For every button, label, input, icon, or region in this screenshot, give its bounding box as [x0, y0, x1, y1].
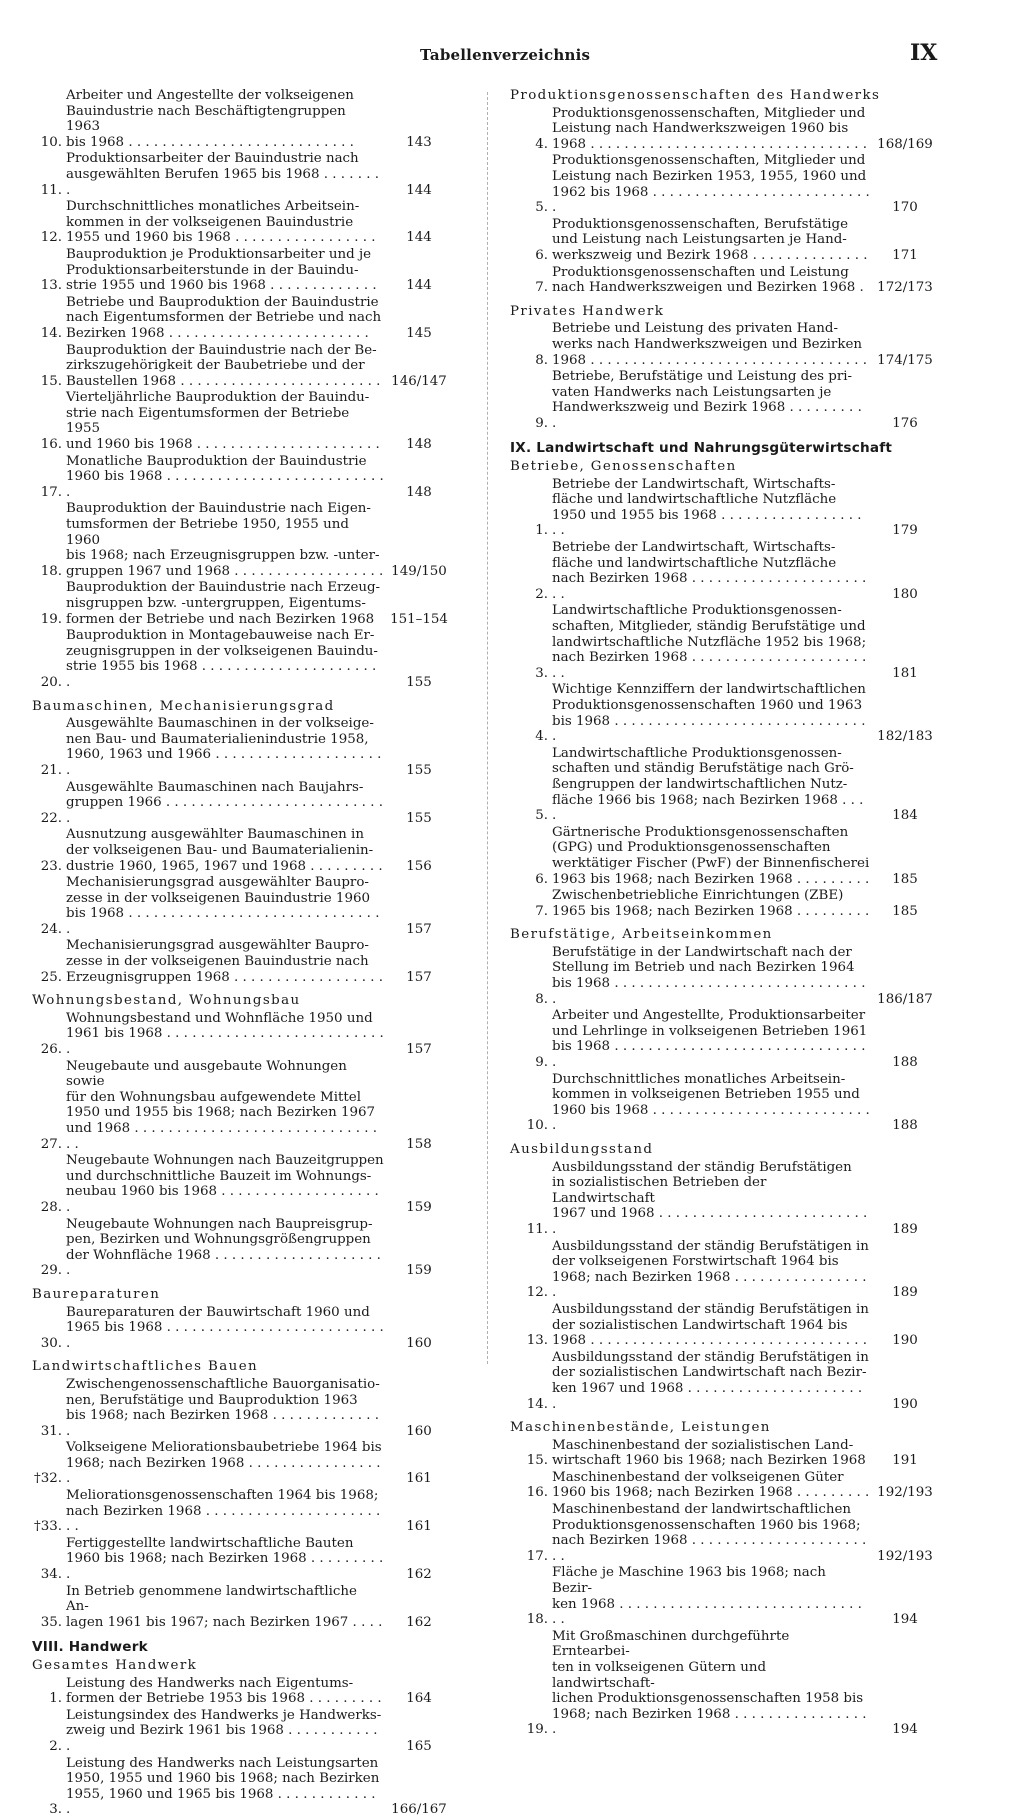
entry-page: 176 [892, 415, 918, 431]
entry-number: 2. [535, 586, 548, 602]
entry-number: 18. [526, 1612, 548, 1628]
toc-entry [510, 540, 950, 602]
page-number: IX [910, 40, 938, 66]
entry-title: Leistungsindex des Handwerks je Handwerks- zweig und Bezirk 1961 bis 1968 . . . . . . . . . . . . [66, 1707, 382, 1754]
entry-number: 22. [40, 810, 62, 826]
entry-title: Fläche je Maschine 1963 bis 1968; nach Bezir- ken 1968 . . . . . . . . . . . . . . . . . . . . . . . . . . . . . . . [552, 1565, 862, 1628]
toc-entry [32, 1377, 452, 1439]
entry-title: Maschinenbestand der volkseigenen Güter 1960 bis 1968; nach Bezirken 1968 . . . . . . . . . [552, 1469, 870, 1501]
toc-entry [32, 628, 452, 690]
toc-entry [510, 746, 950, 824]
toc-entry [510, 825, 950, 887]
entry-title: Wohnungsbestand und Wohnfläche 1950 und 1961 bis 1968 . . . . . . . . . . . . . . . . . . . . . . . . . . . [66, 1010, 384, 1058]
entry-title: Ausbildungsstand der ständig Berufstätigen in sozialistischen Betrieben der Landwirtschaft 1967 und 1968 . . . . . . . . . . . . . . . . . . . . . . . . . . [552, 1159, 868, 1237]
entry-page: 184 [892, 808, 918, 824]
entry-page: 155 [406, 810, 432, 826]
entry-page: 172/173 [877, 280, 933, 296]
entry-title: Monatliche Bauproduktion der Bauindustrie 1960 bis 1968 . . . . . . . . . . . . . . . . . . . . . . . . . . . [66, 453, 384, 500]
entry-page: 189 [892, 1221, 918, 1237]
entry-number: 3. [535, 665, 548, 681]
entry-number: 1. [49, 1691, 62, 1707]
entry-number: 9. [535, 1055, 548, 1071]
entry-number: 28. [40, 1199, 62, 1215]
column-divider [487, 92, 488, 1364]
entry-title: Produktionsgenossenschaften, Mitglieder und Leistung nach Bezirken 1953, 1955, 1960 und 1962 bis 1968 . . . . . . . . . . . . . . . . . . . . . . . . . . . [552, 153, 870, 216]
entry-title: Leistung des Handwerks nach Leistungsarten 1950, 1955 und 1960 bis 1968; nach Bezirken 1955, 1960 und 1965 bis 1968 . . . . . . . . . . . . . [66, 1755, 380, 1818]
entry-title: Fertiggestellte landwirtschaftliche Bauten 1960 bis 1968; nach Bezirken 1968 . . . . . . . . . . [66, 1535, 384, 1583]
entry-number: 5. [535, 808, 548, 824]
entry-page: 170 [892, 200, 918, 216]
toc-entry [510, 477, 950, 539]
entry-number: 19. [526, 1722, 548, 1738]
entry-page: 160 [406, 1335, 432, 1351]
entry-page: 161 [406, 1519, 432, 1535]
entry-page: 155 [406, 674, 432, 690]
entry-title: In Betrieb genommene landwirtschaftliche An- lagen 1961 bis 1967; nach Bezirken 1967 . . . . [66, 1583, 383, 1630]
entry-number: 26. [40, 1042, 62, 1058]
entry-page: 194 [892, 1722, 918, 1738]
entry-title: Bauproduktion in Montagebauweise nach Er- zeugnisgruppen in der volkseigenen Bauindu- strie 1955 bis 1968 . . . . . . . . . . . . . . . . . . . . . . [66, 628, 378, 690]
toc-entry [510, 1470, 950, 1501]
toc-entry [32, 1488, 452, 1535]
entry-title: Maschinenbestand der landwirtschaftlichen Produktionsgenossenschaften 1960 bis 1968; nach Bezirken 1968 . . . . . . . . . . . . . . . . . . . . . . . [552, 1502, 867, 1564]
entry-number: 10. [40, 134, 62, 150]
entry-number: 34. [40, 1567, 62, 1583]
right-column [510, 88, 950, 1739]
toc-entry [32, 1676, 452, 1707]
entry-page: 155 [406, 762, 432, 778]
entry-page: 148 [406, 484, 432, 500]
toc-entry [32, 454, 452, 501]
entry-page: 185 [892, 903, 918, 919]
entry-number: 31. [40, 1423, 62, 1439]
toc-entry [32, 88, 452, 150]
entry-page: 162 [406, 1567, 432, 1583]
entry-page: 160 [406, 1423, 432, 1439]
entry-number: 12. [526, 1285, 548, 1301]
toc-entry [510, 1502, 950, 1564]
entry-page: 180 [892, 586, 918, 602]
toc-entry [32, 1708, 452, 1755]
section-heading: Baureparaturen [32, 1286, 161, 1302]
entry-page: 171 [892, 247, 918, 263]
entry-page: 158 [406, 1136, 432, 1152]
entry-page: 191 [892, 1453, 918, 1469]
entry-page: 168/169 [877, 136, 933, 152]
entry-number: 8. [535, 352, 548, 368]
toc-entry [32, 501, 452, 579]
toc-entry [32, 247, 452, 294]
entry-title: Vierteljährliche Bauproduktion der Bauindu- strie nach Eigentumsformen der Betriebe 1955 und 1960 bis 1968 . . . . . . . . . . . . . . . . . . . . . . [66, 390, 380, 453]
entry-title: Zwischengenossenschaftliche Bauorganisatio- nen, Berufstätige und Bauproduktion 1963 bis 1968; nach Bezirken 1968 . . . . . . . . . . . . . . [66, 1376, 380, 1439]
entry-page: 159 [406, 1263, 432, 1279]
entry-number: 11. [526, 1221, 548, 1237]
entry-title: Landwirtschaftliche Produktionsgenossen- schaften, Mitglieder, ständig Berufstätige und landwirtschaftliche Nutzfläche 1952 bis 1968; nach Bezirken 1968 . . . . . . . . . . . . . . . . . . . . . . . [552, 603, 867, 681]
entry-number: 29. [40, 1263, 62, 1279]
entry-title: Meliorationsgenossenschaften 1964 bis 1968; nach Bezirken 1968 . . . . . . . . . . . . . . . . . . . . . . . [66, 1488, 381, 1535]
entry-title: Neugebaute Wohnungen nach Baupreisgrup- pen, Bezirken und Wohnungsgrößengruppen der Wohnfläche 1968 . . . . . . . . . . . . . . . . . . . . . [66, 1216, 381, 1279]
entry-title: Arbeiter und Angestellte, Produktionsarbeiter und Lehrlinge in volkseigenen Betrieben 1961 bis 1968 . . . . . . . . . . . . . . . . . . . . . . . . . . . . . . . [552, 1008, 868, 1071]
entry-page: 146/147 [391, 373, 447, 389]
section-heading: Produktionsgenossenschaften des Handwerks [510, 88, 881, 103]
entry-page: 144 [406, 182, 432, 198]
section-heading: Ausbildungsstand [510, 1142, 654, 1157]
toc-entry [510, 1072, 950, 1134]
entry-title: Produktionsgenossenschaften, Berufstätige und Leistung nach Leistungsarten je Hand- werkszweig und Bezirk 1968 . . . . . . . . . . . . . . [552, 216, 868, 263]
entry-title: Ausgewählte Baumaschinen in der volkseige- nen Bau- und Baumaterialienindustrie 1958, 1960, 1963 und 1966 . . . . . . . . . . . . . . . . . . . . . [66, 716, 382, 778]
toc-entry [510, 369, 950, 431]
entry-title: Produktionsgenossenschaften und Leistung nach Handwerkszweigen und Bezirken 1968 . [552, 264, 864, 296]
entry-page: 190 [892, 1396, 918, 1412]
entry-number: 3. [49, 1802, 62, 1818]
entry-page: 165 [406, 1738, 432, 1754]
entry-page: 190 [892, 1333, 918, 1349]
toc-entry [32, 938, 452, 985]
entry-number: 20. [40, 674, 62, 690]
entry-title: Bauproduktion der Bauindustrie nach Eigen- tumsformen der Betriebe 1950, 1955 und 1960 bis 1968; nach Erzeugnisgruppen bzw. -unter- gruppen 1967 und 1968 . . . . . . . . . . . . . . . . . . [66, 501, 384, 579]
entry-number: 2. [49, 1738, 62, 1754]
entry-number: 16. [40, 437, 62, 453]
entry-title: Ausbildungsstand der ständig Berufstätigen in der sozialistischen Landwirtschaft 1964 bis 1968 . . . . . . . . . . . . . . . . . . . . . . . . . . . . . . . . . [552, 1301, 869, 1349]
entry-number: 17. [40, 484, 62, 500]
entry-title: Betriebe der Landwirtschaft, Wirtschafts- fläche und landwirtschaftliche Nutzfläche 1950 und 1955 bis 1968 . . . . . . . . . . . . . . . . . . . [552, 476, 862, 539]
entry-title: Berufstätige in der Landwirtschaft nach der Stellung im Betrieb und nach Bezirken 1964 bis 1968 . . . . . . . . . . . . . . . . . . . . . . . . . . . . . . . [552, 944, 866, 1007]
entry-page: 144 [406, 230, 432, 246]
entry-title: Neugebaute und ausgebaute Wohnungen sowie für den Wohnungsbau aufgewendete Mittel 1950 und 1955 bis 1968; nach Bezirken 1967 und 1968 . . . . . . . . . . . . . . . . . . . . . . . . . . . . . . . [66, 1058, 378, 1152]
entry-title: Bauproduktion je Produktionsarbeiter und je Produktionsarbeiterstunde in der Bauindu- strie 1955 und 1960 bis 1968 . . . . . . . . . . . . . [66, 246, 377, 294]
entry-number: 16. [526, 1485, 548, 1501]
entry-number: 4. [535, 729, 548, 745]
entry-title: Ausgewählte Baumaschinen nach Baujahrs- gruppen 1966 . . . . . . . . . . . . . . . . . . . . . . . . . . . [66, 779, 383, 826]
entry-title: Gärtnerische Produktionsgenossenschaften (GPG) und Produktionsgenossenschaften werktätiger Fischer (PwF) der Binnenfischerei 1963 bis 1968; nach Bezirken 1968 . . . . . . . . . [552, 824, 870, 887]
entry-number: 15. [526, 1453, 548, 1469]
entry-title: Mechanisierungsgrad ausgewählter Baupro- zesse in der volkseigenen Bauindustrie 1960 bis 1968 . . . . . . . . . . . . . . . . . . . . . . . . . . . . . . . [66, 875, 380, 937]
section-heading: Berufstätige, Arbeitseinkommen [510, 927, 773, 943]
entry-title: Produktionsarbeiter der Bauindustrie nach ausgewählten Berufen 1965 bis 1968 . . . . . . . . [66, 151, 380, 198]
entry-title: Ausbildungsstand der ständig Berufstätigen in der volkseigenen Forstwirtschaft 1964 bis 1968; nach Bezirken 1968 . . . . . . . . . . . . . . . . . [552, 1238, 869, 1301]
entry-title: Mit Großmaschinen durchgeführte Erntearbei- ten in volkseigenen Gütern und landwirtschaft- lichen Produktionsgenossenschaften 1958 bis 1968; nach Bezirken 1968 . . . . . . . . . . . . . . . . . [552, 1628, 867, 1738]
toc-entry [32, 199, 452, 246]
entry-number: 19. [40, 611, 62, 627]
entry-number: 5. [535, 200, 548, 216]
entry-page: 157 [406, 921, 432, 937]
toc-entry [510, 1239, 950, 1301]
entry-page: 189 [892, 1285, 918, 1301]
entry-title: Durchschnittliches monatliches Arbeitsein- kommen in volkseigenen Betrieben 1955 und 1960 bis 1968 . . . . . . . . . . . . . . . . . . . . . . . . . . . [552, 1071, 870, 1134]
toc-entry [510, 888, 950, 919]
entry-number: 35. [40, 1614, 62, 1630]
entry-title: Durchschnittliches monatliches Arbeitsein- kommen in der volkseigenen Bauindustrie 1955 und 1960 bis 1968 . . . . . . . . . . . . . . . . . [66, 199, 376, 246]
entry-page: 192/193 [877, 1548, 933, 1564]
entry-number: 4. [535, 136, 548, 152]
entry-number: 13. [40, 278, 62, 294]
entry-page: 182/183 [877, 729, 933, 745]
section-heading: Maschinenbestände, Leistungen [510, 1420, 771, 1436]
toc-entry [32, 1584, 452, 1631]
entry-title: Mechanisierungsgrad ausgewählter Baupro- zesse in der volkseigenen Bauindustrie nach Erzeugnisgruppen 1968 . . . . . . . . . . . . . . . . . . [66, 938, 383, 985]
entry-page: 143 [406, 134, 432, 150]
toc-entry [32, 1011, 452, 1058]
entry-page: 156 [406, 858, 432, 874]
entry-number: 11. [40, 182, 62, 198]
toc-entry [510, 106, 950, 153]
toc-entry [32, 295, 452, 342]
toc-entry [32, 1153, 452, 1215]
section-heading: Gesamtes Handwerk [32, 1658, 198, 1673]
entry-page: 144 [406, 278, 432, 294]
entry-number: 12. [40, 230, 62, 246]
chapter-heading: IX. Landwirtschaft und Nahrungsgüterwirtschaft [510, 440, 893, 457]
entry-title: Betriebe und Leistung des privaten Hand- werks nach Handwerkszweigen und Bezirken 1968 . . . . . . . . . . . . . . . . . . . . . . . . . . . . . . . . . [552, 321, 868, 368]
entry-number: †33. [34, 1519, 62, 1535]
toc-entry [510, 603, 950, 681]
entry-title: Betriebe und Bauproduktion der Bauindustrie nach Eigentumsformen der Betriebe und nach Bezirken 1968 . . . . . . . . . . . . . . . . . . . . . . . . [66, 294, 382, 341]
toc-entry [510, 1008, 950, 1070]
entry-title: Maschinenbestand der sozialistischen Land- wirtschaft 1960 bis 1968; nach Bezirken 1968 [552, 1437, 866, 1469]
entry-number: †32. [34, 1471, 62, 1487]
entry-number: 9. [535, 415, 548, 431]
entry-title: Zwischenbetriebliche Einrichtungen (ZBE) 1965 bis 1968; nach Bezirken 1968 . . . . . . . . . [552, 888, 870, 919]
toc-entry [510, 217, 950, 264]
entry-page: 157 [406, 1042, 432, 1058]
entry-page: 151–154 [390, 611, 448, 627]
entry-title: Volkseigene Meliorationsbaubetriebe 1964 bis 1968; nach Bezirken 1968 . . . . . . . . . . . . . . . . . [66, 1440, 382, 1487]
toc-entry [510, 321, 950, 368]
entry-number: 13. [526, 1333, 548, 1349]
entry-title: Neugebaute Wohnungen nach Bauzeitgruppen und durchschnittliche Bauzeit im Wohnungs- neubau 1960 bis 1968 . . . . . . . . . . . . . . . . . . . . [66, 1153, 384, 1215]
entry-title: Arbeiter und Angestellte der volkseigenen Bauindustrie nach Beschäftigtengruppen 1963 bis 1968 . . . . . . . . . . . . . . . . . . . . . . . . . . . [66, 88, 354, 150]
entry-number: 18. [40, 563, 62, 579]
toc-entry [510, 945, 950, 1007]
entry-number: 23. [40, 858, 62, 874]
toc-entry [32, 875, 452, 937]
entry-number: 8. [535, 991, 548, 1007]
entry-page: 174/175 [877, 352, 933, 368]
page-title: Tabellenverzeichnis [420, 46, 591, 64]
entry-page: 157 [406, 969, 432, 985]
entry-number: 25. [40, 969, 62, 985]
toc-entry [510, 1629, 950, 1738]
entry-page: 159 [406, 1199, 432, 1215]
entry-page: 166/167 [391, 1802, 447, 1818]
entry-page: 179 [892, 523, 918, 539]
entry-page: 145 [406, 325, 432, 341]
entry-page: 188 [892, 1055, 918, 1071]
section-heading: Wohnungsbestand, Wohnungsbau [32, 993, 301, 1009]
entry-number: 14. [526, 1396, 548, 1412]
chapter-heading: VIII. Handwerk [32, 1639, 148, 1656]
toc-entry [510, 682, 950, 744]
entry-title: Landwirtschaftliche Produktionsgenossen- schaften und ständig Berufstätige nach Grö- ßengruppen der landwirtschaftlichen Nutz- fläche 1966 bis 1968; nach Bezirken 1968 . . . . [552, 745, 864, 824]
entry-number: 10. [526, 1118, 548, 1134]
entry-title: Produktionsgenossenschaften, Mitglieder und Leistung nach Handwerkszweigen 1960 bis 1968 . . . . . . . . . . . . . . . . . . . . . . . . . . . . . . . . . [552, 105, 868, 152]
entry-number: 1. [535, 523, 548, 539]
entry-number: 7. [535, 280, 548, 296]
toc-entry [32, 780, 452, 827]
entry-number: 24. [40, 921, 62, 937]
toc-entry [32, 716, 452, 778]
toc-entry [32, 343, 452, 390]
entry-page: 181 [892, 665, 918, 681]
entry-title: Leistung des Handwerks nach Eigentums- formen der Betriebe 1953 bis 1968 . . . . . . . . . [66, 1675, 382, 1707]
toc-entry [32, 390, 452, 452]
entry-title: Baureparaturen der Bauwirtschaft 1960 und 1965 bis 1968 . . . . . . . . . . . . . . . . . . . . . . . . . . . [66, 1304, 384, 1351]
section-heading: Betriebe, Genossenschaften [510, 459, 737, 475]
entry-page: 161 [406, 1471, 432, 1487]
toc-entry [510, 1350, 950, 1412]
toc-entry [510, 153, 950, 215]
entry-number: 27. [40, 1136, 62, 1152]
entry-page: 164 [406, 1691, 432, 1707]
entry-number: 15. [40, 373, 62, 389]
toc-entry [510, 1438, 950, 1469]
entry-number: 17. [526, 1548, 548, 1564]
toc-entry [32, 1536, 452, 1583]
toc-entry [32, 1217, 452, 1279]
entry-title: Ausnutzung ausgewählter Baumaschinen in der volkseigenen Bau- und Baumaterialienin- dustrie 1960, 1965, 1967 und 1968 . . . . . . . . . [66, 827, 383, 874]
entry-title: Betriebe, Berufstätige und Leistung des pri- vaten Handwerks nach Leistungsarten je Handwerkszweig und Bezirk 1968 . . . . . . . . . . [552, 369, 862, 431]
entry-number: 7. [535, 903, 548, 919]
entry-title: Betriebe der Landwirtschaft, Wirtschafts- fläche und landwirtschaftliche Nutzfläche nach Bezirken 1968 . . . . . . . . . . . . . . . . . . . . . . . [552, 540, 867, 602]
toc-entry [32, 1305, 452, 1352]
toc-entry [32, 1059, 452, 1153]
entry-title: Wichtige Kennziffern der landwirtschaftlichen Produktionsgenossenschaften 1960 und 1963 bis 1968 . . . . . . . . . . . . . . . . . . . . . . . . . . . . . . . [552, 682, 866, 745]
entry-page: 149/150 [391, 563, 447, 579]
entry-number: 14. [40, 325, 62, 341]
section-heading: Privates Handwerk [510, 303, 665, 319]
section-heading: Baumaschinen, Mechanisierungsgrad [32, 698, 335, 714]
section-heading: Landwirtschaftliches Bauen [32, 1359, 259, 1375]
entry-page: 185 [892, 871, 918, 887]
entry-page: 186/187 [877, 991, 933, 1007]
entry-title: Ausbildungsstand der ständig Berufstätigen in der sozialistischen Landwirtschaft nach Bezir- ken 1967 und 1968 . . . . . . . . . . . . . . . . . . . . . . [552, 1349, 869, 1412]
entry-page: 188 [892, 1118, 918, 1134]
entry-number: 30. [40, 1335, 62, 1351]
toc-entry [510, 265, 950, 296]
toc-entry [32, 1440, 452, 1487]
entry-page: 192/193 [877, 1485, 933, 1501]
entry-page: 162 [406, 1614, 432, 1630]
toc-entry [32, 827, 452, 874]
toc-entry [32, 1756, 452, 1818]
entry-number: 21. [40, 762, 62, 778]
entry-number: 6. [535, 247, 548, 263]
toc-entry [510, 1160, 950, 1238]
toc-entry [32, 151, 452, 198]
entry-title: Bauproduktion der Bauindustrie nach Erzeug- nisgruppen bzw. -untergruppen, Eigentums- formen der Betriebe und nach Bezirken 1968 [66, 580, 381, 627]
toc-entry [510, 1302, 950, 1349]
toc-entry [510, 1565, 950, 1627]
entry-number: 6. [535, 871, 548, 887]
toc-entry [32, 580, 452, 627]
entry-page: 194 [892, 1612, 918, 1628]
left-column [32, 88, 452, 1819]
entry-page: 148 [406, 437, 432, 453]
entry-title: Bauproduktion der Bauindustrie nach der Be- zirkszugehörigkeit der Baubetriebe und der Baustellen 1968 . . . . . . . . . . . . . . . . . . . . . . . . [66, 342, 381, 389]
